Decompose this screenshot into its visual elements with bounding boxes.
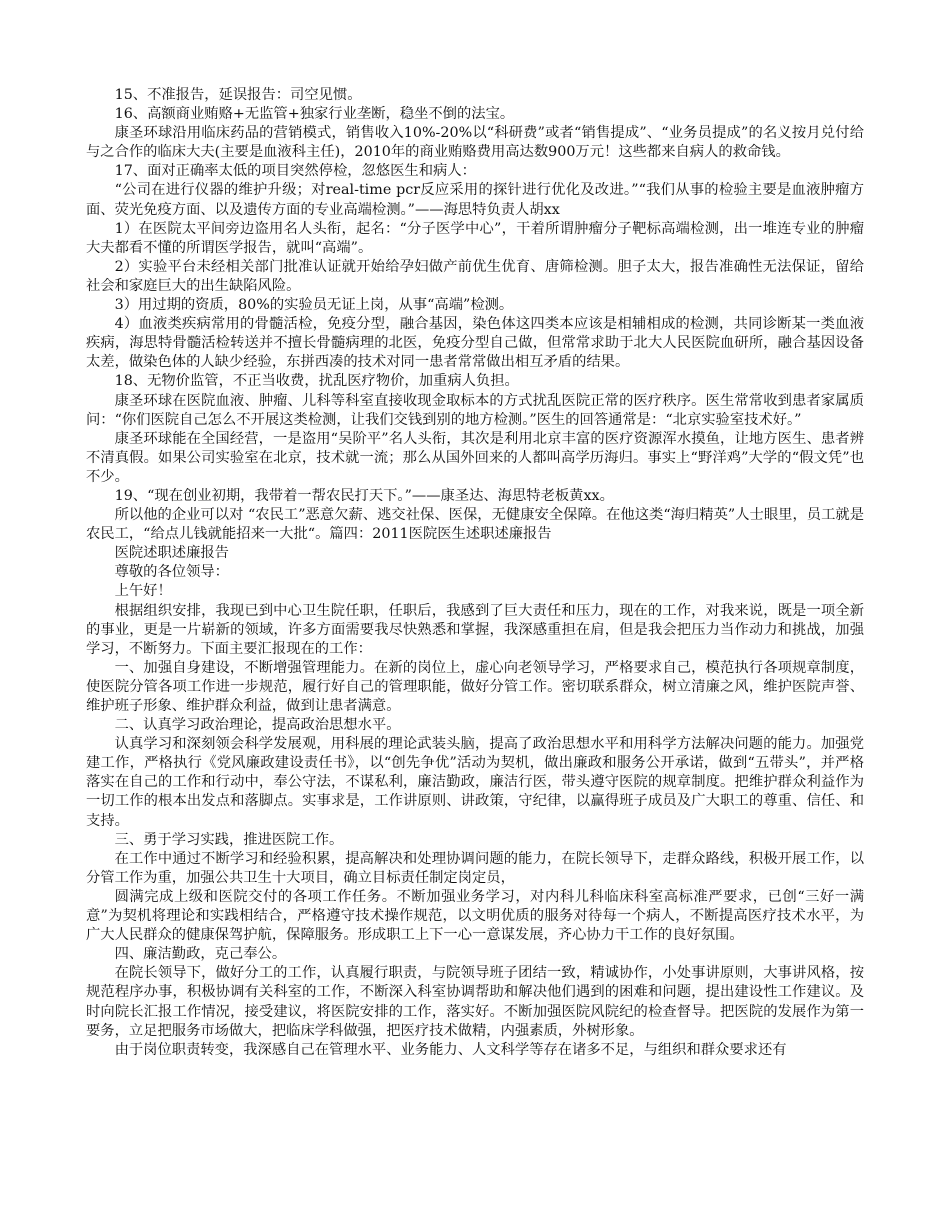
paragraph-5: “公司在进行仪器的维护升级；对real-time pcr反应采用的探针进行优化及改进。”“我们从事的检验主要是血液肿瘤方面、荧光免疫方面、以及遗传方面的专业高端检测。”——海思特负责人胡xx	[86, 182, 864, 218]
paragraph-26: 在院长领导下，做好分工的工作，认真履行职责，与院领导班子团结一致，精诚协作，小处事讲原则，大事讲风格，按规范程序办事，积极协调有关科室的工作，不断深入科室协调帮助和解决他们遇到的困难和问题，提出建设性工作建议。及时向院长汇报工作情况，接受建议，将医院安排的工作，落实好。不断加强医院风院纪的检查督导。把医院的发展作为第一要务，立足把服务市场做大，把临床学科做强，把医疗技术做精，内强素质，外树形象。	[86, 965, 864, 1039]
paragraph-25: 四、廉洁勤政，克己奉公。	[114, 946, 287, 963]
paragraph-10: 18、无物价监管，不正当收费，扰乱医疗物价，加重病人负担。	[114, 373, 519, 390]
paragraph-22: 三、勇于学习实践，推进医院工作。	[114, 831, 344, 848]
paragraph-27: 由于岗位职责转变，我深感自己在管理水平、业务能力、人文科学等存在诸多不足，与组织和群众要求还有	[114, 1041, 787, 1058]
paragraph-20: 二、认真学习政治理论，提高政治思想水平。	[114, 717, 401, 734]
paragraph-18: 根据组织安排，我现已到中心卫生院任职，任职后，我感到了巨大责任和压力，现在的工作，对我来说，既是一项全新的事业，更是一片崭新的领域，许多方面需要我尽快熟悉和掌握，我深感重担在肩，但是我会把压力当作动力和挑战，加强学习，不断努力。下面主要汇报现在的工作：	[86, 602, 864, 657]
paragraph-3: 康圣环球沿用临床药品的营销模式，销售收入10%-20%以“科研费”或者“销售提成”、“业务员提成”的名义按月兑付给与之合作的临床大夫(主要是血液科主任)，2010年的商业贿赂费用高达数900万元！这些都来自病人的救命钱。	[86, 125, 864, 161]
paragraph-14: 所以他的企业可以对 “农民工”恶意欠薪、逃交社保、医保，无健康安全保障。在他这类“海归精英”人士眼里，员工就是农民工，“给点儿钱就能招来一大批“。篇四：2011医院医生述职述廉报告	[86, 507, 864, 543]
paragraph-16: 尊敬的各位领导：	[114, 564, 229, 581]
paragraph-9: 4）血液类疾病常用的骨髓活检，免疫分型，融合基因，染色体这四类本应该是相辅相成的检测，共同诊断某一类血液疾病，海思特骨髓活检转送并不擅长骨髓病理的北医，免疫分型自己做，但常常求助于北大人民医院血研所，融合基因设备太差，做染色体的人缺少经验，东拼西凑的技术对同一患者常常做出相互矛盾的结果。	[86, 316, 864, 371]
paragraph-19: 一、加强自身建设，不断增强管理能力。在新的岗位上，虚心向老领导学习，严格要求自己，模范执行各项规章制度，使医院分管各项工作进一步规范，履行好自己的管理职能，做好分管工作。密切联系群众，树立清廉之风，维护医院声誉、维护班子形象、维护群众利益，做到让患者满意。	[86, 659, 864, 714]
paragraph-11: 康圣环球在医院血液、肿瘤、儿科等科室直接收现金取标本的方式扰乱医院正常的医疗秩序。医生常常收到患者家属质问：“你们医院自己怎么不开展这类检测，让我们交钱到别的地方检测。”医生的回答通常是：“北京实验室技术好。”	[86, 392, 864, 428]
paragraph-2: 16、高额商业贿赂+无监管+独家行业垄断，稳坐不倒的法宝。	[114, 106, 515, 123]
paragraph-1: 15、不准报告，延误报告：司空见惯。	[114, 87, 362, 103]
paragraph-13: 19、“现在创业初期，我带着一帮农民打天下。”——康圣达、海思特老板黄xx。	[114, 487, 614, 504]
paragraph-7: 2）实验平台未经相关部门批准认证就开始给孕妇做产前优生优育、唐筛检测。胆子太大，报告准确性无法保证，留给社会和家庭巨大的出生缺陷风险。	[86, 258, 864, 294]
paragraph-8: 3）用过期的资质，80%的实验员无证上岗，从事“高端”检测。	[114, 297, 514, 314]
paragraph-6: 1）在医院太平间旁边盗用名人头衔，起名：“分子医学中心”，干着所谓肿瘤分子靶标高端检测，出一堆连专业的肿瘤大夫都看不懂的所谓医学报告，就叫“高端”。	[86, 220, 864, 256]
paragraph-24: 圆满完成上级和医院交付的各项工作任务。不断加强业务学习，对内科儿科临床科室高标准严要求，已创“三好一满意”为契机将理论和实践相结合，严格遵守技术操作规范，以文明优质的服务对待每一个病人，不断提高医疗技术水平，为广大人民群众的健康保驾护航，保障服务。形成职工上下一心一意谋发展，齐心协力干工作的良好氛围。	[86, 888, 864, 944]
paragraph-12: 康圣环球能在全国经营，一是盗用“吴阶平”名人头衔，其次是利用北京丰富的医疗资源浑水摸鱼，让地方医生、患者辨不清真假。如果公司实验室在北京，技术就一流；那么从国外回来的人都叫高学历海归。事实上“野洋鸡”大学的“假文凭”也不少。	[86, 430, 864, 485]
paragraph-17: 上午好！	[114, 583, 172, 600]
paragraph-15: 医院述职述廉报告	[114, 545, 229, 562]
paragraph-21: 认真学习和深刻领会科学发展观，用科展的理论武装头脑，提高了政治思想水平和用科学方法解决问题的能力。加强党建工作，严格执行《党风廉政建设责任书》，以“创先争优”活动为契机，做出廉政和服务公开承诺，做到“五带头”，并严格落实在自己的工作和行动中，奉公守法，不谋私利，廉洁勤政，廉洁行医，带头遵守医院的规章制度。把维护群众利益作为一切工作的根本出发点和落脚点。实事求是，工作讲原则、讲政策，守纪律，以赢得班子成员及广大职工的尊重、信任、和支持。	[86, 736, 864, 829]
paragraph-4: 17、面对正确率太低的项目突然停检，忽悠医生和病人：	[114, 163, 476, 180]
paragraph-23: 在工作中通过不断学习和经验积累，提高解决和处理协调问题的能力，在院长领导下，走群众路线，积极开展工作，以分管工作为重，加强公共卫生十大项目，确立目标责任制定岗定员，	[86, 850, 864, 886]
